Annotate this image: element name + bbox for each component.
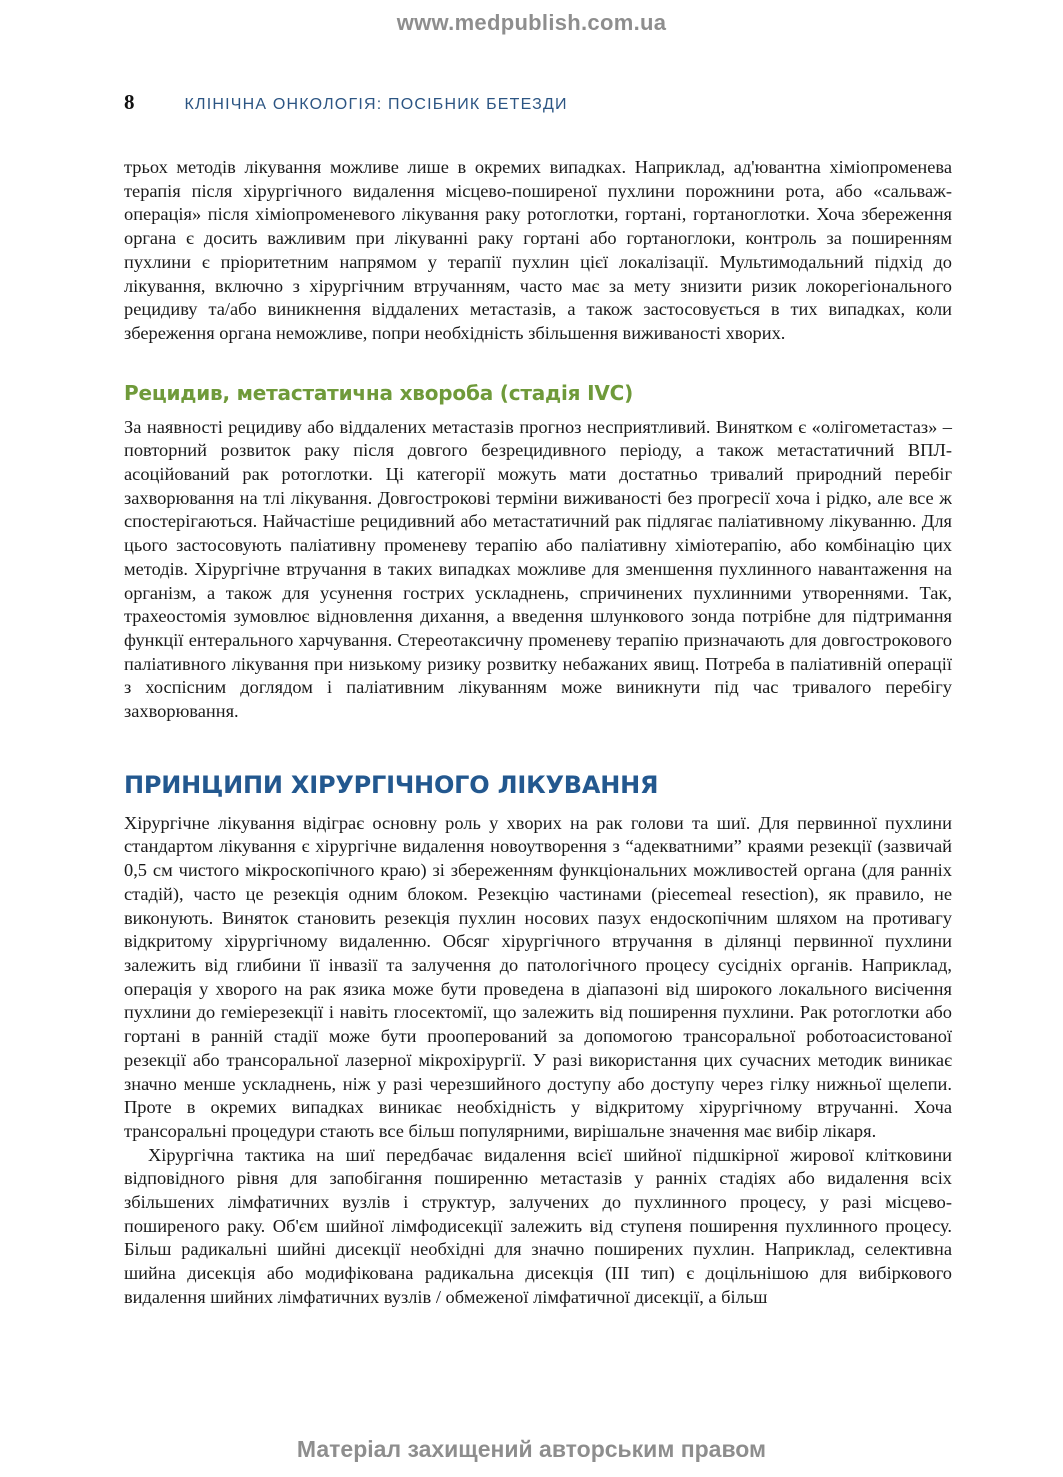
- paragraph-intro: трьох методів лікування можливе лише в окремих випадках. Наприклад, ад'ювантна хіміопроменева терапія після хірургічного видалення місцево-поширеної пухлини порожнини рота, або «сальваж-операція» після хіміопроменевого лікування раку ротоглотки, гортані, гортаноглотки. Хоча збереження органа є досить важливим при лікуванні раку гортані або гортаноглоки, контроль за поширенням пухлини є пріоритетним напрямом у терапії пухлин цієї локалізації. Мультимодальний підхід до лікування, включно з хірургічним втручанням, часто має за мету знизити ризик локорегіонального рецидиву та/або виникнення віддалених метастазів, а також застосовується в тих випадках, коли збереження органа неможливе, попри необхідність збільшення виживаності хворих.: [124, 157, 952, 343]
- running-header: [124, 90, 954, 115]
- publisher-url-watermark: www.medpublish.com.ua: [396, 10, 667, 35]
- page-number: 8: [124, 90, 135, 114]
- page-body: [124, 156, 952, 1310]
- subheading-relapse: Рецидив, метастатична хвороба (стадія IVC): [124, 380, 634, 405]
- running-title: КЛІНІЧНА ОНКОЛОГІЯ: ПОСІБНИК БЕТЕЗДИ: [184, 96, 568, 113]
- copyright-watermark: Матеріал захищений авторським правом: [296, 1436, 767, 1462]
- paragraph-surgery-2: Хірургічна тактика на шиї передбачає видалення всієї шийної підшкірної жирової клітковини відповідного рівня для запобігання поширенню метастазів у ранніх стадіях або видалення всіх збільшених лімфатичних вузлів і структур, залучених до пухлинного процесу, у разі місцево-поширеного раку. Об'єм шийної лімфодисекції залежить від ступеня поширення пухлинного процесу. Більш радикальні шийні дисекції необхідні для значно поширених пухлин. Наприклад, селективна шийна дисекція або модифікована радикальна дисекція (ІІІ тип) є доцільнішою для вибіркового видалення шийних лімфатичних вузлів / обмеженої лімфатичної дисекції, а більш: [124, 1144, 952, 1307]
- section-heading-surgery: ПРИНЦИПИ ХІРУРГІЧНОГО ЛІКУВАННЯ: [124, 770, 659, 799]
- paragraph-surgery-1: Хірургічне лікування відіграє основну роль у хворих на рак голови та шиї. Для первинної пухлини стандартом лікування є хірургічне видалення новоутворення з “адекватними” краями резекції (зазвичай 0,5 см чистого мікроскопічного краю) зі збереженням функціональних можливостей органа (для ранніх стадій), часто це резекція одним блоком. Резекцію частинами (piecemeal resection), як правило, не виконують. Виняток становить резекція пухлин носових пазух ендоскопічним шляхом на противагу відкритому хірургічному видаленню. Обсяг хірургічного втручання в ділянці первинної пухлини залежить від глибини її інвазії та залучення до патологічного процесу сусідніх органів. Наприклад, операція у хворого на рак язика може бути проведена в діапазоні від широкого локального висічення пухлини до геміерезекції і навіть глосектомії, що залежить від поширення пухлини. Рак ротоглотки або гортані в ранній стадії може бути прооперований за допомогою трансоральної роботоасистованої резекції або трансоральної лазерної мікрохірургії. У разі використання цих сучасних методик виникає значно менше ускладнень, ніж у разі черезшийного доступу або доступу через гілку нижньої щелепи. Проте в окремих випадках виникає необхідність у відкритому хірургічному втручанні. Хоча трансоральні процедури стають все більш популярними, вирішальне значення має вибір лікаря.: [124, 812, 952, 1141]
- paragraph-relapse: За наявності рецидиву або віддалених метастазів прогноз несприятливий. Винятком є «олігометастаз» – повторний розвиток раку після довгого безрецидивного періоду, а також метастатичний ВПЛ-асоційований рак ротоглотки. Ці категорії можуть мати достатньо тривалий природний перебіг захворювання на тлі лікування. Довгострокові терміни виживаності без прогресії хоча і рідко, але все ж спостерігаються. Найчастіше рецидивний або метастатичний рак підлягає паліативному лікуванню. Для цього застосовують паліативну променеву терапію або паліативну хіміотерапію, або комбінацію цих методів. Хірургічне втручання в таких випадках можливе для зменшення пухлинного навантаження на організм, а також для усунення гострих ускладнень, спричинених пухлинними утвореннями. Так, трахеостомія зумовлює відновлення дихання, а введення шлункового зонда потрібне для підтримання функції ентерального харчування. Стереотаксичну променеву терапію призначають для довгострокового паліативного лікування при низькому ризику розвитку небажаних явищ. Потреба в паліативній операції з хоспісним доглядом і паліативним лікуванням може виникнути під час тривалого перебігу захворювання.: [124, 416, 952, 722]
